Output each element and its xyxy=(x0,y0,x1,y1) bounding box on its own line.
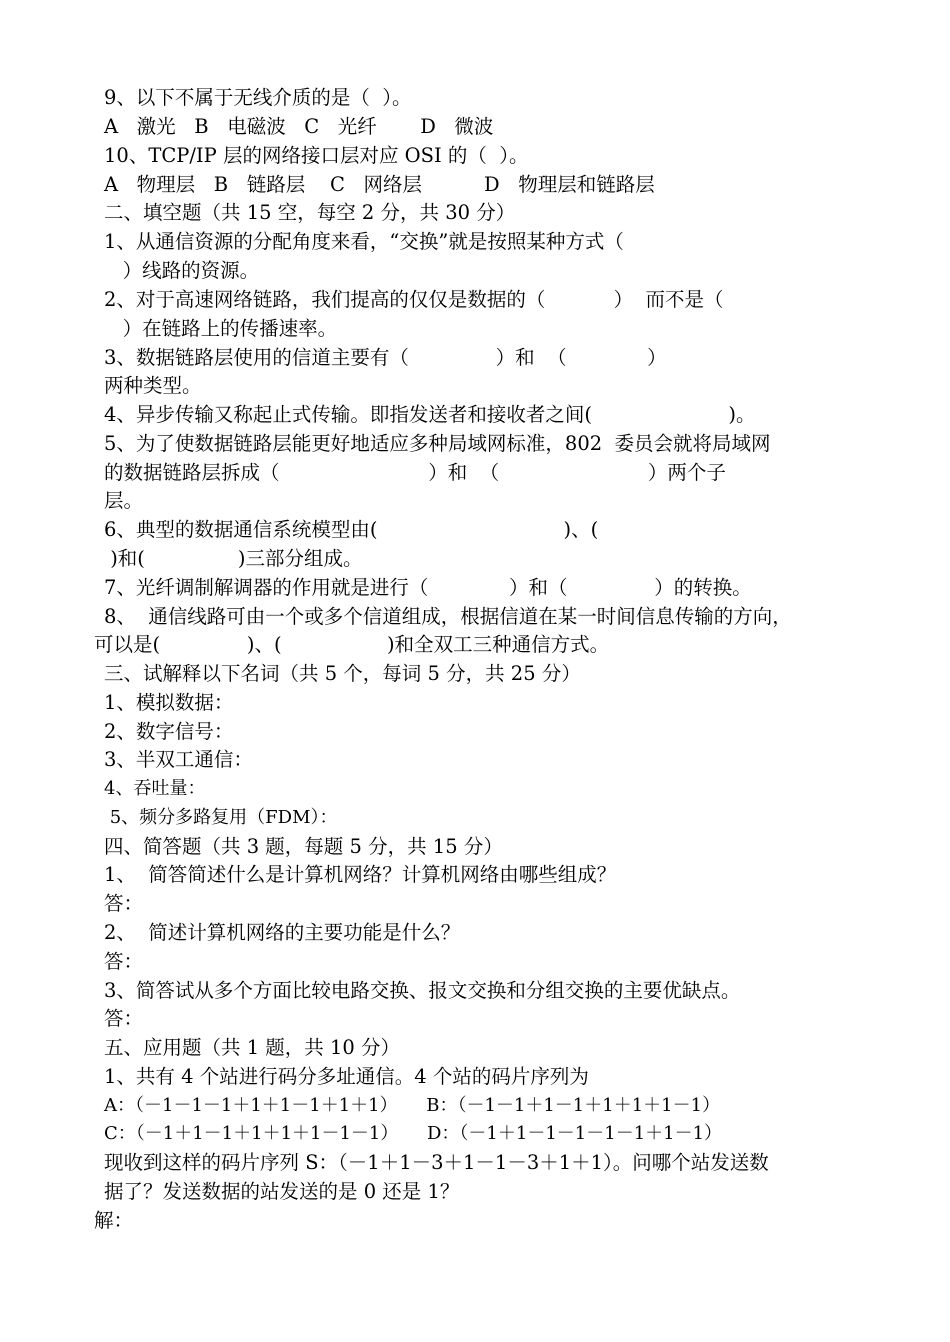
fill-3-line-2: 两种类型。 xyxy=(104,374,202,397)
section-2-heading: 二、填空题（共 15 空，每空 2 分，共 30 分） xyxy=(104,201,516,224)
short-answer-2: 2、 简述计算机网络的主要功能是什么？ xyxy=(104,921,461,944)
question-9-options: A 激光 B 电磁波 C 光纤 D 微波 xyxy=(104,115,494,138)
fill-1-line-1: 1、从通信资源的分配角度来看，“交换”就是按照某种方式（ xyxy=(104,230,624,253)
fill-5-line-2: 的数据链路层拆成（ ）和 （ ）两个子 xyxy=(104,461,726,484)
answer-3-label: 答： xyxy=(104,1007,144,1030)
section-4-heading: 四、简答题（共 3 题，每题 5 分，共 15 分） xyxy=(104,835,503,858)
fill-1-line-2: ）线路的资源。 xyxy=(104,259,260,282)
section-5-heading: 五、应用题（共 1 题，共 10 分） xyxy=(104,1036,401,1059)
term-4: 4、吞吐量： xyxy=(104,778,206,799)
chip-sequence-a-b: A：（－1－1－1＋1＋1－1＋1＋1） B：（－1－1＋1－1＋1＋1＋1－1） xyxy=(104,1095,721,1116)
fill-3-line-1: 3、数据链路层使用的信道主要有（ ）和 （ ） xyxy=(104,346,667,369)
fill-5-line-3: 层。 xyxy=(104,489,144,512)
fill-6-line-1: 6、典型的数据通信系统模型由( )、( xyxy=(104,518,599,541)
answer-1-label: 答： xyxy=(104,892,144,915)
short-answer-1: 1、 简答简述什么是计算机网络？计算机网络由哪些组成？ xyxy=(104,863,617,886)
term-2: 2、数字信号： xyxy=(104,720,234,743)
application-1: 1、共有 4 个站进行码分多址通信。4 个站的码片序列为 xyxy=(104,1065,589,1088)
chip-sequence-c-d: C：（－1＋1－1＋1＋1＋1－1－1） D：（－1＋1－1－1－1－1＋1－1） xyxy=(104,1123,723,1144)
fill-8-line-2: 可以是( )、( )和全双工三种通信方式。 xyxy=(94,633,610,656)
term-1: 1、模拟数据： xyxy=(104,691,234,714)
fill-7: 7、光纤调制解调器的作用就是进行（ ）和（ ）的转换。 xyxy=(104,576,752,599)
solution-label: 解： xyxy=(94,1209,134,1232)
fill-2-line-1: 2、对于高速网络链路，我们提高的仅仅是数据的（ ） 而不是（ xyxy=(104,288,724,311)
term-3: 3、半双工通信： xyxy=(104,748,253,771)
short-answer-3: 3、简答试从多个方面比较电路交换、报文交换和分组交换的主要优缺点。 xyxy=(104,979,741,1002)
fill-6-line-2: )和( )三部分组成。 xyxy=(104,547,363,570)
question-10: 10、TCP/IP 层的网络接口层对应 OSI 的（ ）。 xyxy=(104,144,529,167)
fill-5-line-1: 5、为了使数据链路层能更好地适应多种局域网标准，802 委员会就将局域网 xyxy=(104,432,771,455)
fill-4: 4、异步传输又称起止式传输。即指发送者和接收者之间( )。 xyxy=(104,403,756,426)
answer-2-label: 答： xyxy=(104,950,144,973)
section-3-heading: 三、试解释以下名词（共 5 个，每词 5 分，共 25 分） xyxy=(104,662,581,685)
fill-2-line-2: ）在链路上的传播速率。 xyxy=(104,317,338,340)
fill-8-line-1: 8、 通信线路可由一个或多个信道组成，根据信道在某一时间信息传输的方向， xyxy=(104,605,792,628)
term-5: 5、频分多路复用（FDM）： xyxy=(104,807,338,828)
received-sequence: 现收到这样的码片序列 S：（－1＋1－3＋1－1－3＋1＋1）。问哪个站发送数 xyxy=(104,1151,769,1174)
received-sequence-question: 据了？发送数据的站发送的是 0 还是 1？ xyxy=(104,1180,460,1203)
question-9: 9、以下不属于无线介质的是（ ）。 xyxy=(104,86,412,109)
question-10-options: A 物理层 B 链路层 C 网络层 D 物理层和链路层 xyxy=(104,173,655,196)
